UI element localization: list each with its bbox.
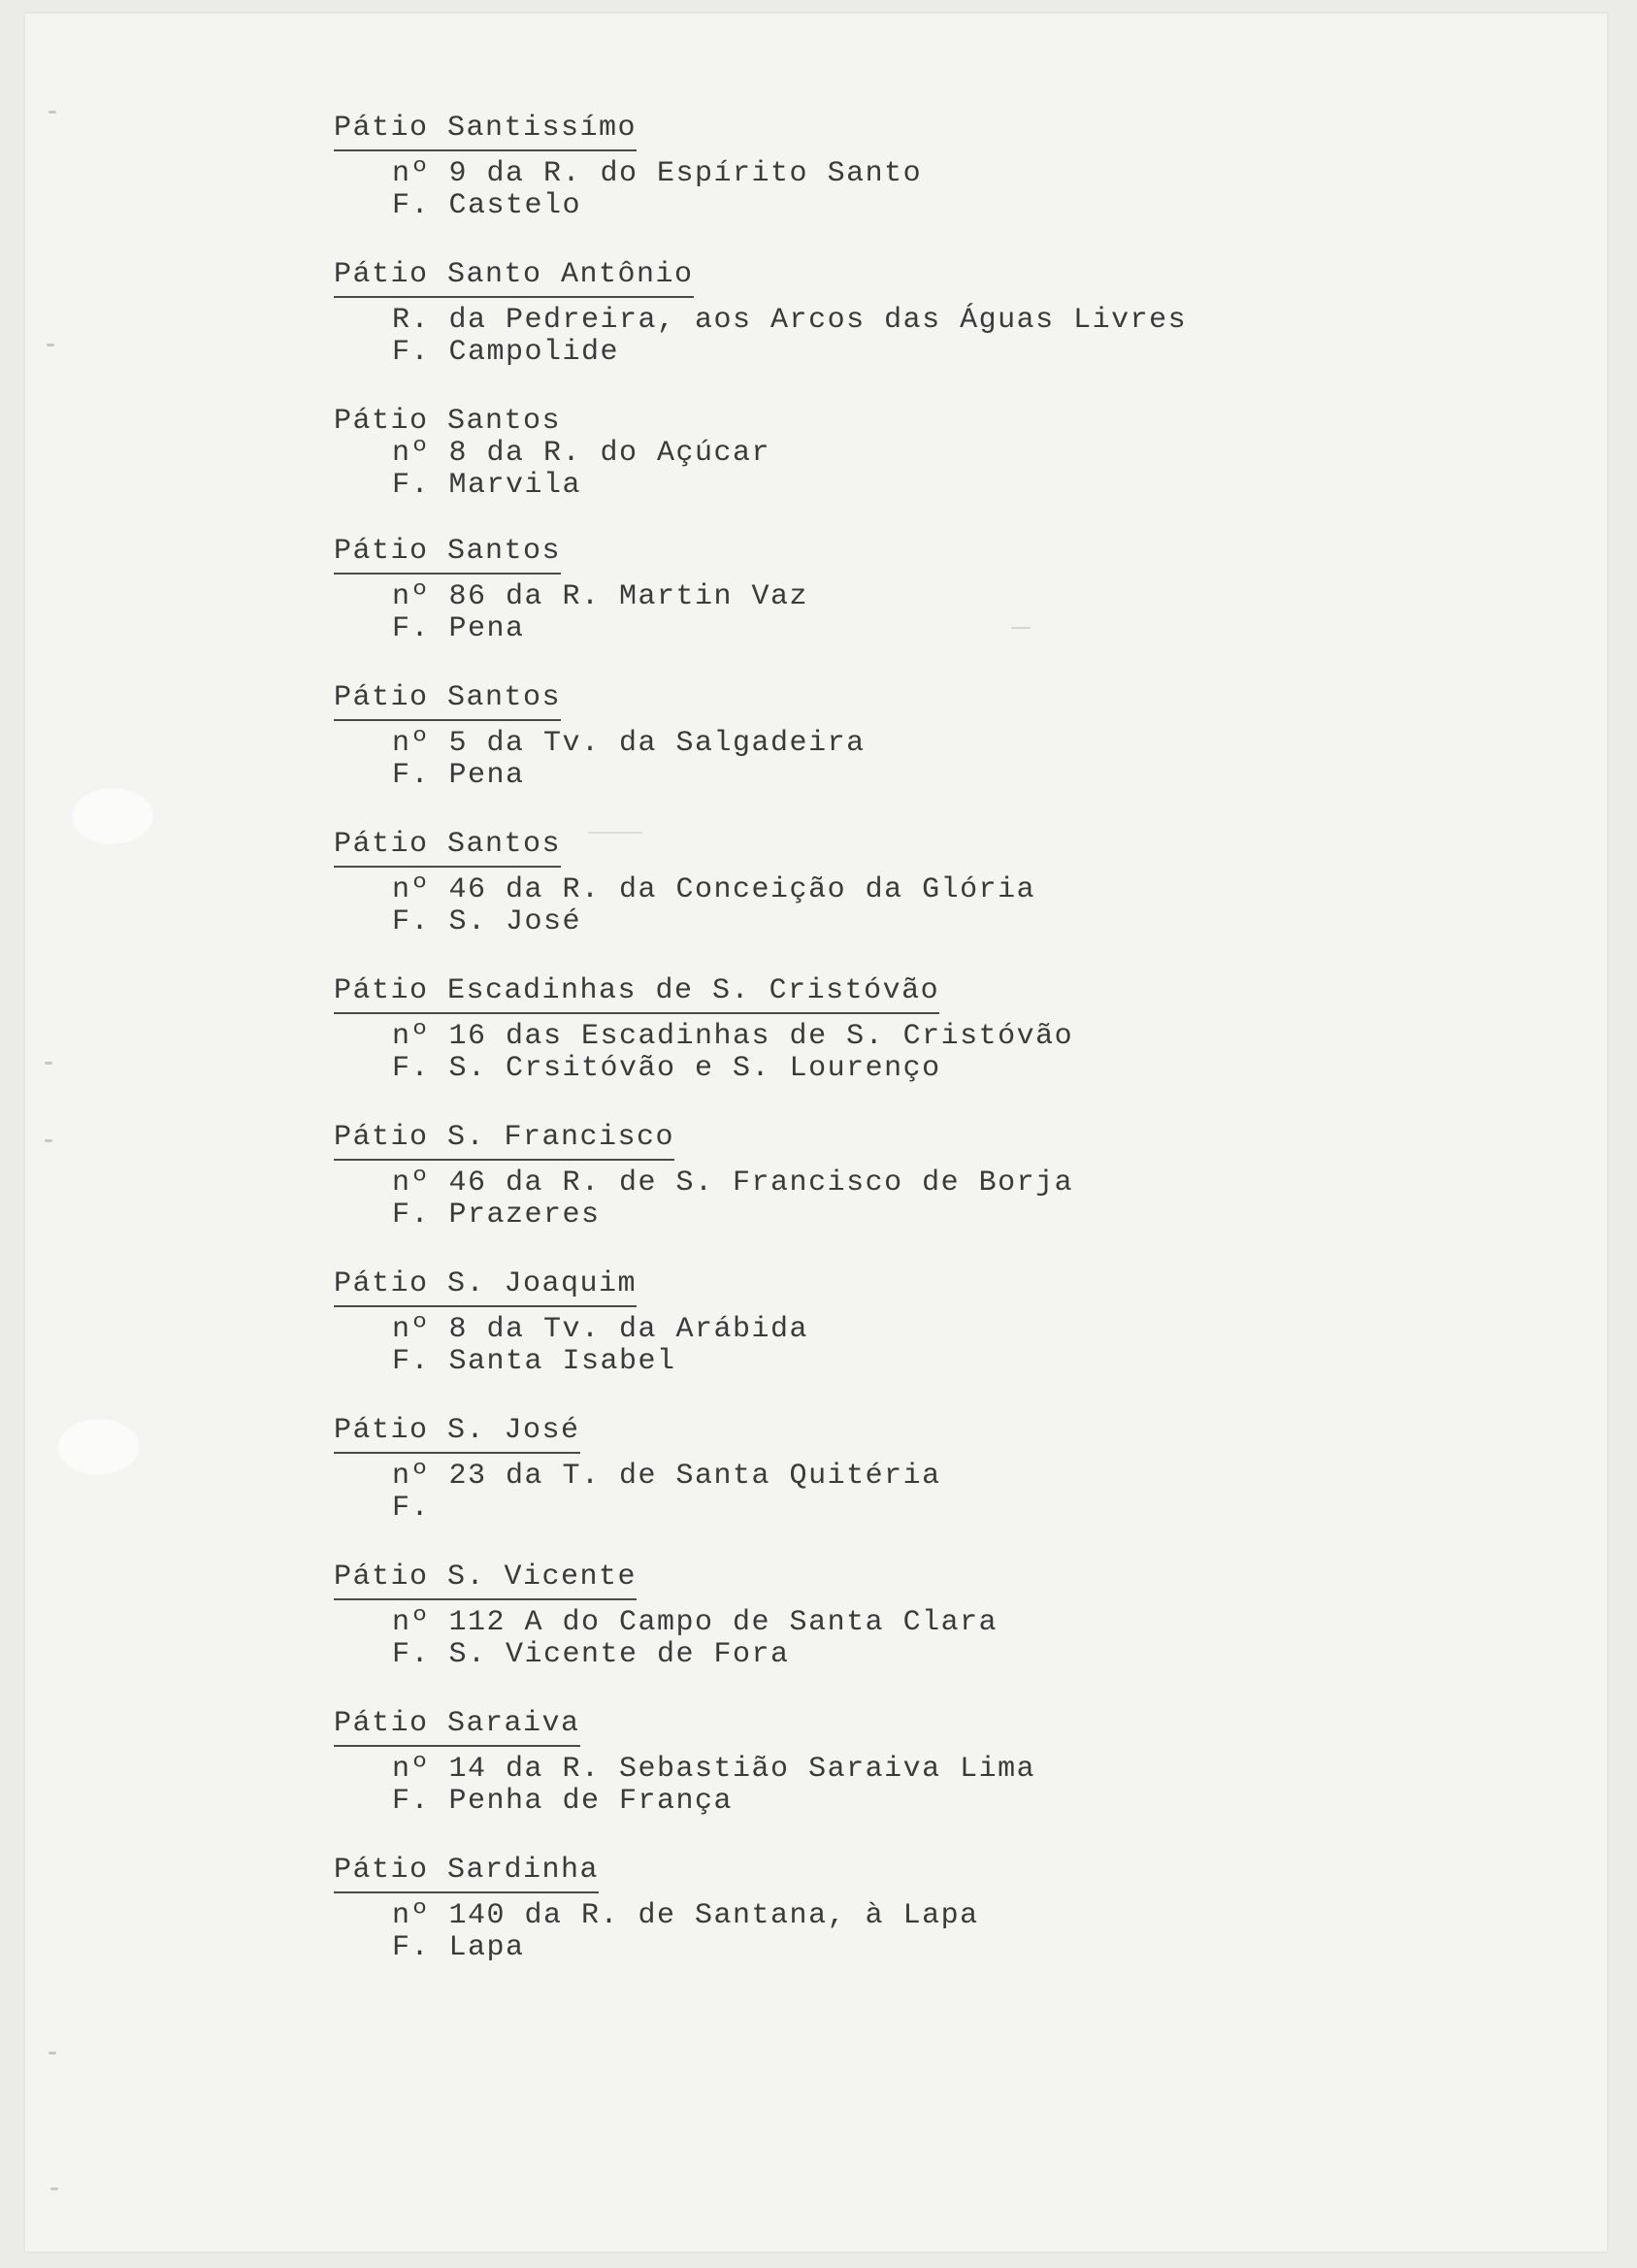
scan-mark — [50, 2187, 58, 2190]
entry-title: Pátio Santos — [334, 405, 562, 438]
entry — [334, 402, 1615, 532]
entry — [334, 532, 1615, 678]
entry-title: Pátio Santos — [334, 825, 561, 868]
scan-mark — [45, 1139, 52, 1142]
scan-mark — [49, 111, 56, 114]
entry — [334, 109, 1615, 255]
entry-address: nº 112 A do Campo de Santa Clara — [392, 1606, 999, 1639]
entry — [334, 1118, 1615, 1265]
entry-address: nº 46 da R. da Conceição da Glória — [392, 873, 1036, 906]
entry-address: nº 8 da Tv. da Arábida — [392, 1313, 809, 1346]
entry-parish: F. Pena — [392, 759, 525, 792]
entry-title: Pátio Santissímo — [334, 109, 637, 151]
entry — [334, 971, 1615, 1118]
entry-title: Pátio S. José — [334, 1411, 580, 1454]
entry-title: Pátio Santos — [334, 678, 561, 721]
scan-mark — [45, 1062, 52, 1065]
entry-address: nº 46 da R. de S. Francisco de Borja — [392, 1167, 1074, 1200]
entry — [334, 1265, 1615, 1411]
entry-address: R. da Pedreira, aos Arcos das Águas Livres — [392, 304, 1188, 337]
entry-address: nº 16 das Escadinhas de S. Cristóvão — [392, 1020, 1074, 1053]
entry — [334, 1558, 1615, 1704]
entry-address: nº 14 da R. Sebastião Saraiva Lima — [392, 1753, 1036, 1786]
entry-parish: F. Penha de França — [392, 1785, 734, 1818]
entry-parish: F. S. José — [392, 905, 582, 938]
entry-address: nº 5 da Tv. da Salgadeira — [392, 727, 866, 760]
scan-mark — [49, 2052, 56, 2054]
entry-parish: F. S. Vicente de Fora — [392, 1638, 790, 1671]
entry-parish: F. Castelo — [392, 189, 582, 222]
entry — [334, 1851, 1615, 1997]
punch-hole-lower — [56, 1417, 140, 1475]
entry-title: Pátio S. Joaquim — [334, 1265, 637, 1307]
entry-address: nº 23 da T. de Santa Quitéria — [392, 1460, 941, 1493]
entry-address: nº 9 da R. do Espírito Santo — [392, 157, 923, 190]
entry-address: nº 140 da R. de Santana, à Lapa — [392, 1899, 979, 1932]
entry — [334, 1411, 1615, 1558]
entry-parish: F. S. Crsitóvão e S. Lourenço — [392, 1052, 941, 1085]
entry-parish: F. — [392, 1492, 431, 1525]
entry-parish: F. Campolide — [392, 336, 620, 369]
entry-parish: F. Prazeres — [392, 1199, 601, 1232]
entry — [334, 255, 1615, 402]
document-page — [25, 14, 1607, 2252]
entry-title: Pátio Sardinha — [334, 1851, 599, 1893]
entry-parish: F. Marvila — [392, 469, 582, 502]
entry-title: Pátio S. Francisco — [334, 1118, 674, 1161]
entry-list — [334, 109, 1615, 1997]
scan-mark — [47, 344, 54, 346]
entry — [334, 1704, 1615, 1851]
entry-parish: F. Santa Isabel — [392, 1345, 676, 1378]
entry-title: Pátio Escadinhas de S. Cristóvão — [334, 971, 939, 1014]
entry-address: nº 86 da R. Martin Vaz — [392, 580, 809, 613]
entry-title: Pátio Saraiva — [334, 1704, 580, 1747]
entry-title: Pátio Santo Antônio — [334, 255, 694, 298]
entry — [334, 825, 1615, 971]
entry — [334, 678, 1615, 825]
punch-hole-upper — [70, 786, 153, 844]
entry-title: Pátio Santos — [334, 532, 561, 575]
entry-address: nº 8 da R. do Açúcar — [392, 437, 771, 470]
entry-title: Pátio S. Vicente — [334, 1558, 637, 1600]
entry-parish: F. Pena — [392, 612, 525, 645]
entry-parish: F. Lapa — [392, 1931, 525, 1964]
